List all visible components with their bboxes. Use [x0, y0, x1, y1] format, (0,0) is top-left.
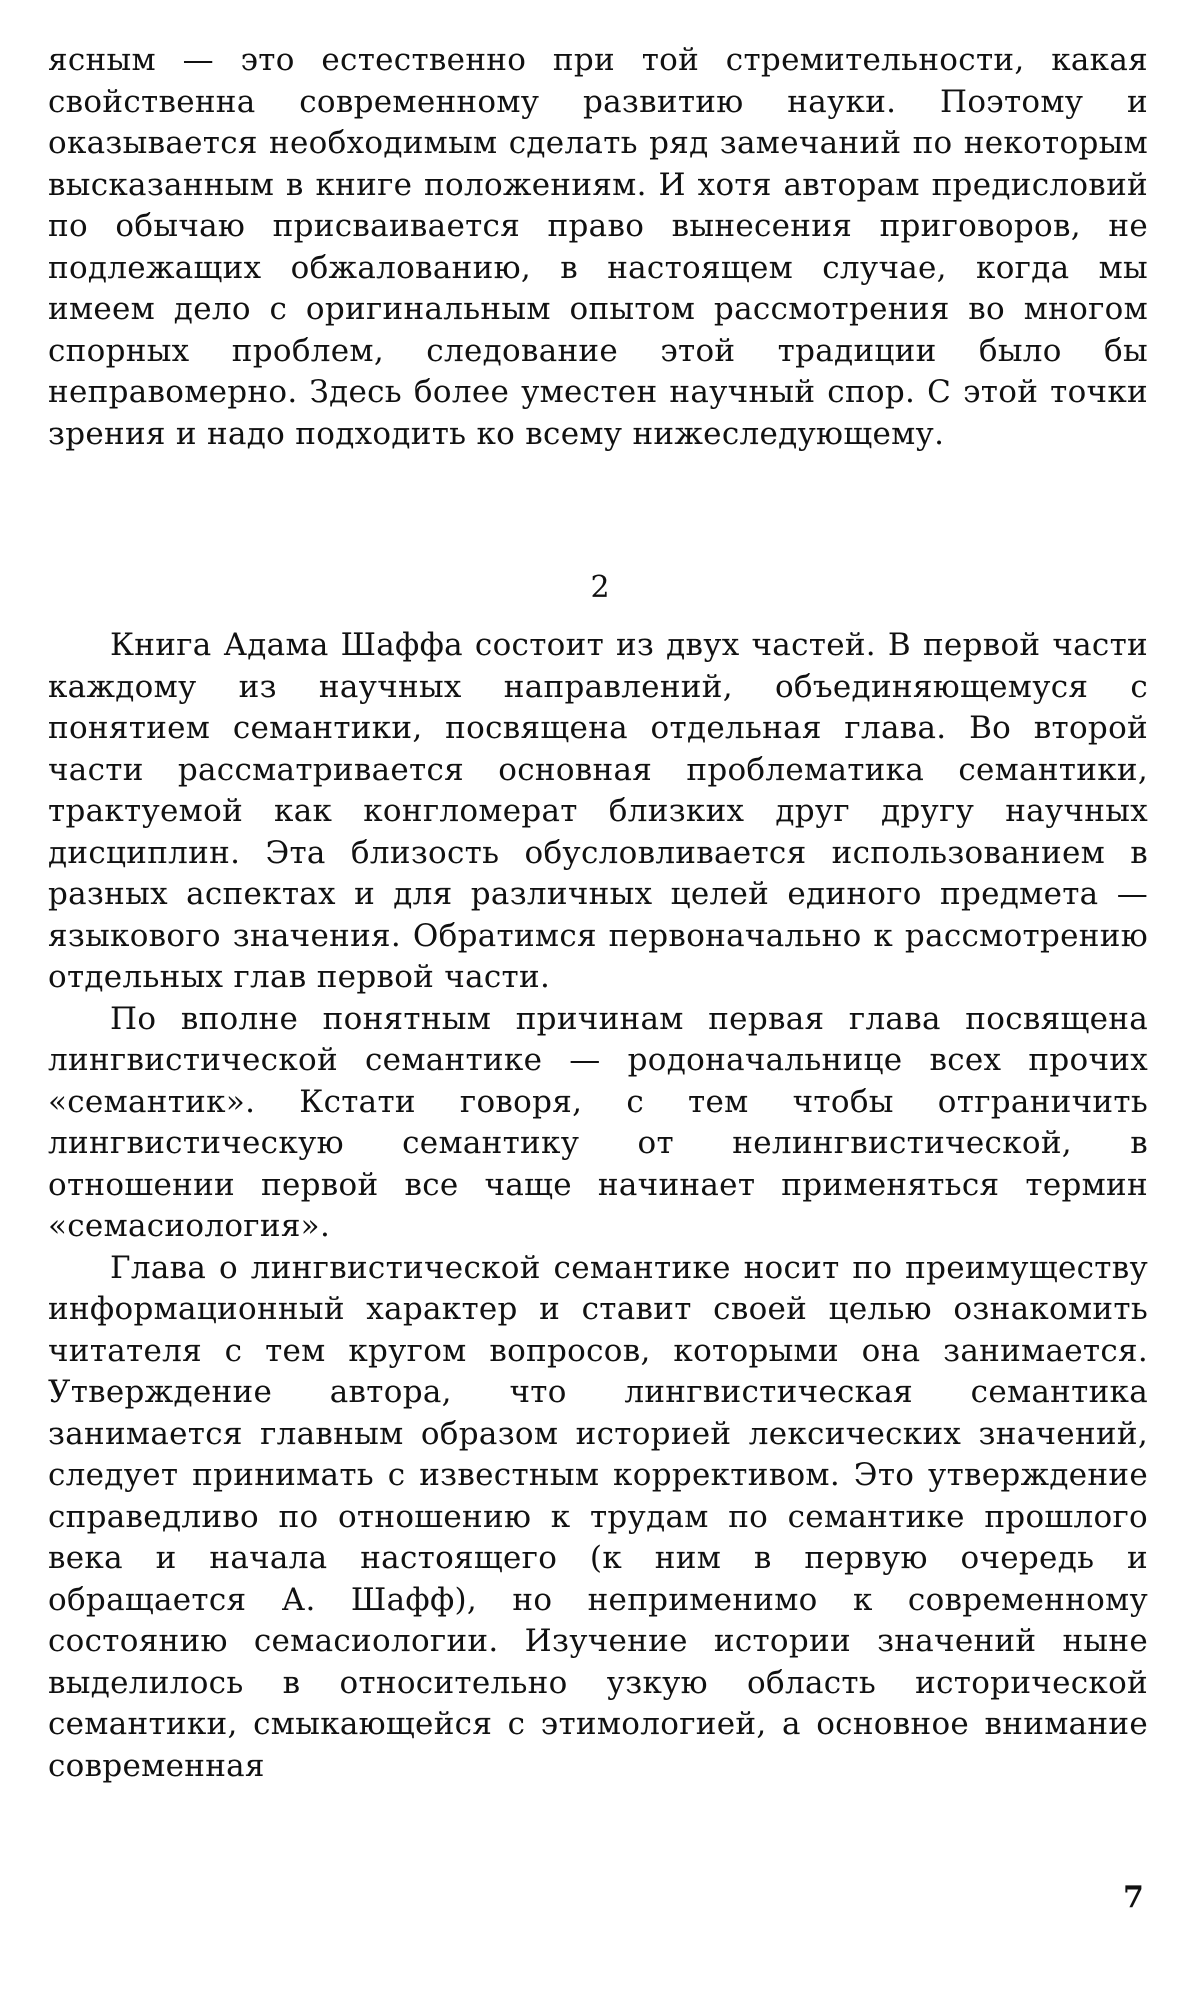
paragraph-1: Книга Адама Шаффа состоит из двух частей. В первой части каждому из научных направлений, объединяющемуся с понятием семантики, посвящена отдельная глава. Во второй части рассматривается основная проблематика семантики, трактуемой как конгломерат близких друг другу научных дисциплин. Эта близость обусловливается использованием в разных аспектах и для различных целей единого предмета — языкового значения. Обратимся первоначально к рассмотрению отдельных глав первой части.	[48, 627, 1148, 995]
paragraph-3: Глава о лингвистической семантике носит по преимуществу информационный характер и ставит своей целью ознакомить читателя с тем кругом вопросов, которыми она занимается. Утверждение автора, что лингвистическая семантика занимается главным образом историей лексических значений, следует принимать с известным коррективом. Это утверждение справедливо по отношению к трудам по семантике прошлого века и начала настоящего (к ним в первую очередь и обращается А. Шафф), но неприменимо к современному состоянию семасиологии. Изучение истории значений ныне выделилось в относительно узкую область исторической семантики, смыкающейся с этимологией, а основное внимание современная	[48, 1249, 1148, 1784]
paragraph-continued: ясным — это естественно при той стремительности, какая свойственна современному развитию науки. Поэтому и оказывается необходимым сделать ряд замечаний по некоторым высказанным в книге положениям. И хотя авторам предисловий по обычаю присваивается право вынесения приговоров, не подлежащих обжалованию, в настоящем случае, когда мы имеем дело с оригинальным опытом рассмотрения во многом спорных проблем, следование этой традиции было бы неправомерно. Здесь более уместен научный спор. С этой точки зрения и надо подходить ко всему нижеследующему.	[48, 42, 1148, 452]
page-number: 7	[1123, 1880, 1144, 1915]
section-body	[48, 625, 1148, 1787]
paragraph-2: По вполне понятным причинам первая глава посвящена лингвистической семантике — родоначальнице всех прочих «семантик». Кстати говоря, с тем чтобы отграничить лингвистическую семантику от нелингвистической, в отношении первой все чаще начинает применяться термин «семасиология».	[48, 1000, 1148, 1244]
section-number: 2	[590, 570, 610, 605]
continued-paragraph-block	[48, 40, 1148, 455]
